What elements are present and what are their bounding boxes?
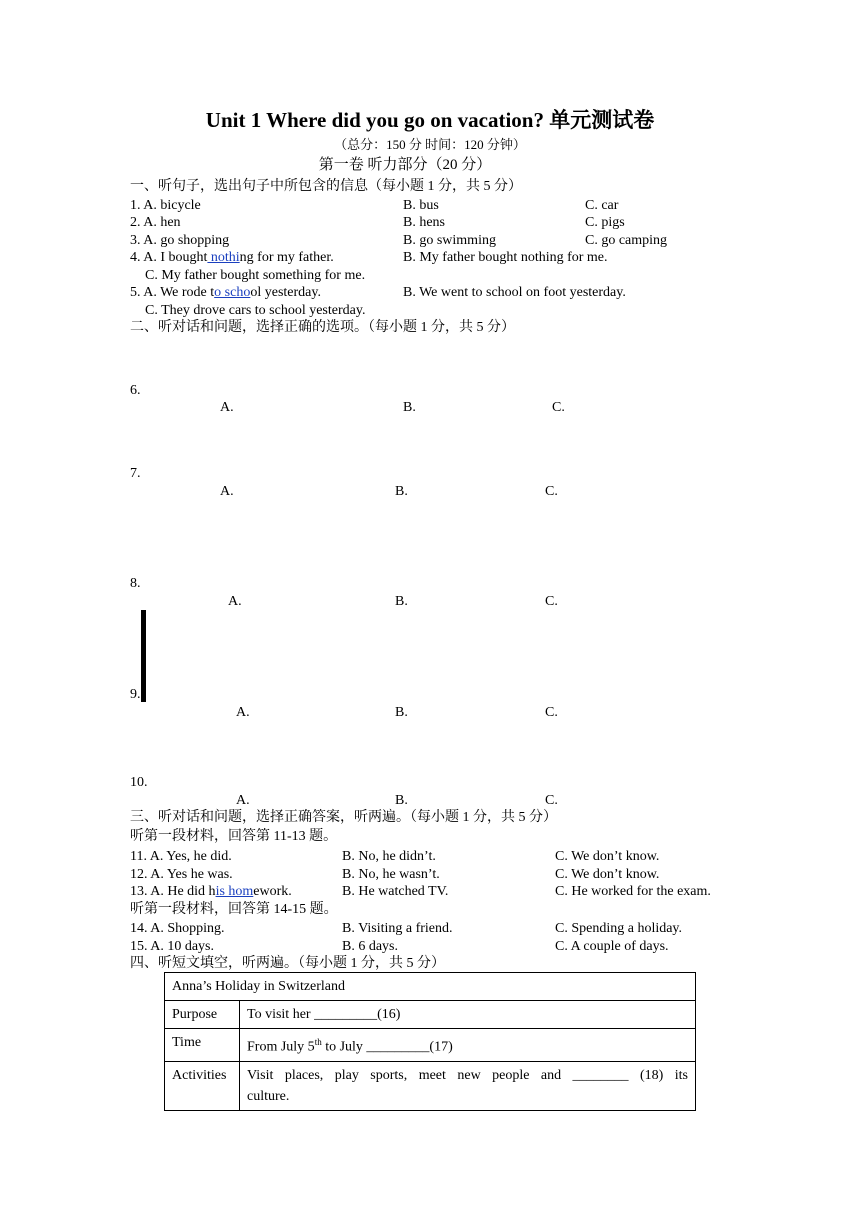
table-row xyxy=(165,1001,696,1029)
q13-a-text-end: ework. xyxy=(253,884,292,899)
q10-option-c: C. xyxy=(545,793,558,808)
time-superscript: th xyxy=(314,1037,322,1047)
q8-option-b: B. xyxy=(395,594,408,609)
material-1-note: 听第一段材料，回答第 11-13 题。 xyxy=(130,829,338,844)
q12-option-a: 12. A. Yes he was. xyxy=(130,867,233,882)
q10-number: 10. xyxy=(130,775,148,790)
q5-a-text-start: 5. A. We rode t xyxy=(130,285,215,300)
q1-option-a: 1. A. bicycle xyxy=(130,198,201,213)
q14-option-c: C. Spending a holiday. xyxy=(555,921,683,936)
q7-number: 7. xyxy=(130,466,141,481)
q8-option-c: C. xyxy=(545,594,558,609)
q9-number: 9. xyxy=(130,687,141,702)
q15-option-b: B. 6 days. xyxy=(342,939,398,954)
q5-a-text-end: ol yesterday. xyxy=(250,285,321,300)
q4-option-b: B. My father bought nothing for me. xyxy=(403,250,608,265)
q8-option-a: A. xyxy=(228,594,242,609)
q1-option-b: B. bus xyxy=(403,198,439,213)
q14-option-b: B. Visiting a friend. xyxy=(342,921,453,936)
q13-option-b: B. He watched TV. xyxy=(342,884,449,899)
q2-option-a: 2. A. hen xyxy=(130,215,181,230)
q10-option-b: B. xyxy=(395,793,408,808)
section-4-heading: 四、听短文填空，听两遍。（每小题 1 分，共 5 分） xyxy=(130,956,445,971)
q4-a-text-start: 4. A. I bought xyxy=(130,250,208,265)
q13-hyperlink[interactable]: is hom xyxy=(215,884,254,899)
q6-number: 6. xyxy=(130,383,141,398)
table-row xyxy=(165,973,696,1001)
q7-option-c: C. xyxy=(545,484,558,499)
q5-option-a xyxy=(130,284,321,301)
q4-hyperlink[interactable]: nothi xyxy=(207,250,240,265)
activities-label: Activities xyxy=(165,1061,240,1110)
material-2-note: 听第一段材料，回答第 14-15 题。 xyxy=(130,902,338,917)
q8-number: 8. xyxy=(130,576,141,591)
q4-option-c: C. My father bought something for me. xyxy=(145,268,366,283)
q6-option-b: B. xyxy=(403,400,416,415)
q6-option-c: C. xyxy=(552,400,565,415)
time-label: Time xyxy=(165,1029,240,1062)
q13-a-text-start: 13. A. He did h xyxy=(130,884,216,899)
q11-option-a: 11. A. Yes, he did. xyxy=(130,849,232,864)
q6-option-a: A. xyxy=(220,400,234,415)
page-title: Unit 1 Where did you go on vacation? 单元测试卷 xyxy=(205,108,655,132)
section-2-heading: 二、听对话和问题，选择正确的选项。（每小题 1 分，共 5 分） xyxy=(130,320,515,335)
q5-option-c: C. They drove cars to school yesterday. xyxy=(145,303,366,318)
purpose-text: To visit her _________(16) xyxy=(240,1001,696,1029)
vertical-black-bar xyxy=(141,610,146,702)
q7-option-b: B. xyxy=(395,484,408,499)
q9-option-b: B. xyxy=(395,705,408,720)
fill-in-table xyxy=(164,972,696,1111)
q1-option-c: C. car xyxy=(585,198,619,213)
q5-option-b: B. We went to school on foot yesterday. xyxy=(403,285,626,300)
q11-option-b: B. No, he didn’t. xyxy=(342,849,436,864)
table-row xyxy=(165,1029,696,1062)
score-time-subtitle: （总分：150 分 时间：120 分钟） xyxy=(334,137,526,152)
q2-option-b: B. hens xyxy=(403,215,445,230)
part-one-heading: 第一卷 听力部分（20 分） xyxy=(318,157,492,173)
purpose-label: Purpose xyxy=(165,1001,240,1029)
q3-option-b: B. go swimming xyxy=(403,233,496,248)
q11-option-c: C. We don’t know. xyxy=(555,849,660,864)
q3-option-c: C. go camping xyxy=(585,233,668,248)
q9-option-c: C. xyxy=(545,705,558,720)
q15-option-a: 15. A. 10 days. xyxy=(130,939,214,954)
table-row xyxy=(165,1061,696,1110)
q15-option-c: C. A couple of days. xyxy=(555,939,669,954)
q9-option-a: A. xyxy=(236,705,250,720)
q12-option-c: C. We don’t know. xyxy=(555,867,660,882)
q4-option-a xyxy=(130,249,334,266)
q3-option-a: 3. A. go shopping xyxy=(130,233,230,248)
q4-a-text-end: ng for my father. xyxy=(239,250,334,265)
time-text xyxy=(240,1029,696,1062)
section-3-heading: 三、听对话和问题，选择正确答案，听两遍。（每小题 1 分，共 5 分） xyxy=(130,810,557,825)
q7-option-a: A. xyxy=(220,484,234,499)
table-title-cell: Anna’s Holiday in Switzerland xyxy=(165,973,696,1001)
q13-option-c: C. He worked for the exam. xyxy=(555,884,711,899)
q2-option-c: C. pigs xyxy=(585,215,625,230)
section-1-heading: 一、听句子，选出句子中所包含的信息（每小题 1 分，共 5 分） xyxy=(130,179,522,194)
q13-option-a xyxy=(130,883,292,900)
time-text-start: From July 5 xyxy=(247,1039,315,1055)
time-text-end: to July _________(17) xyxy=(321,1039,453,1055)
q5-hyperlink[interactable]: o scho xyxy=(214,285,251,300)
q14-option-a: 14. A. Shopping. xyxy=(130,921,225,936)
q12-option-b: B. No, he wasn’t. xyxy=(342,867,440,882)
activities-text: Visit places, play sports, meet new people and ________ (18) its culture. xyxy=(240,1061,696,1110)
q10-option-a: A. xyxy=(236,793,250,808)
